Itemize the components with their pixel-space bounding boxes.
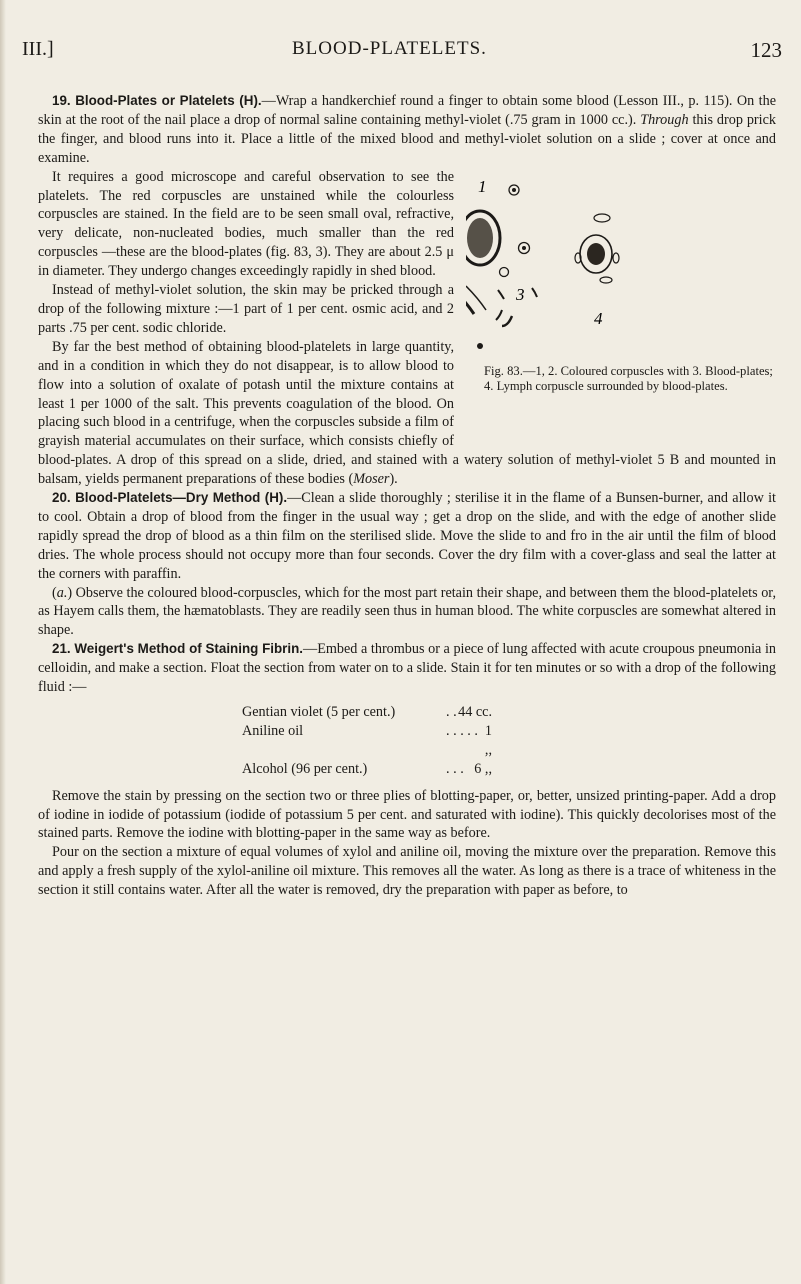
paragraph-21c: Pour on the section a mixture of equal volumes of xylol and aniline oil, moving the mixture over the preparation. Remove this and apply a fresh supply of the xylol-aniline oil mixture. This removes all the water. As long as there is a trace of whiteness in the section it still contains water. After all the water is removed, dry the preparation with paper as before, to [38, 844, 776, 899]
section-heading-21: 21. Weigert's Method of Staining Fibrin. [52, 641, 304, 657]
page-number: 123 [750, 38, 782, 62]
running-header [22, 38, 782, 68]
formula-row: Alcohol (96 per cent.) . . . 6 ,, [242, 760, 492, 777]
figure-number: Fig. 83. [484, 363, 523, 378]
paragraph-20: 20. Blood-Platelets—Dry Method (H).—Clean a slide thoroughly ; sterilise it in the flame of a Bunsen-burner, and allow it to cool. Obtain a drop of blood from the finger in the usual way ; get a drop on the slide, and with the edge of another slide rapidly spread the drop of blood as a thin film on the sterilised slide. Move the slide to and fro in the air until the film of blood dries. The whole process should not occupy more than four seconds. Cover the dry film with a cover-glass and seal the latter at the corners with paraffin. [38, 490, 776, 582]
figure-83-illustration [466, 172, 776, 364]
figure-83 [466, 172, 776, 434]
figure-label-4: 4 [594, 308, 603, 328]
blood-plate [613, 253, 619, 263]
blood-plate [594, 214, 610, 222]
blood-plate [600, 277, 612, 283]
figure-caption [484, 364, 776, 394]
running-title: BLOOD-PLATELETS. [292, 38, 487, 59]
paragraph-19d: By far the best method of obtaining blood-platelets in large quantity, and in a condition in which they do not disappear, is to allow blood to flow into a solution of oxalate of potash until the mixture contains at least 1 per 1000 of the salt. This prevents coagulation of the blood. On placing such blood in a centrifuge, when the corpuscles subside a film of grayish material accumulates on their surface, which consists chiefly of blood-plates. A drop of this spread on a slide, dried, and stained with a watery solution of methyl-violet 5 B and mounted in balsam, yields permanent preparations of these bodies (Moser). [38, 338, 776, 488]
blood-plate [500, 267, 509, 276]
paragraph-19b: It requires a good microscope and careful observation to see the platelets. The red corpuscles are unstained while the colourless corpuscles are stained. In the field are to be seen small oval, refractive, very delicate, non-nucleated bodies, much smaller than the red corpuscles —these are the blood-plates (fig. 83, 3). They are about 2.5 μ in diameter. They undergo changes exceedingly rapidly in shed blood. [38, 168, 454, 280]
stain-formula [242, 703, 532, 779]
paragraph-19c: Instead of methyl-violet solution, the skin may be pricked through a drop of the following mixture :—1 part of 1 per cent. osmic acid, and 2 parts .75 per cent. sodic chloride. [38, 282, 454, 336]
lymph-corpuscle-nucleus [587, 243, 605, 265]
paragraph-20a: (a.) Observe the coloured blood-corpuscles, which for the most part retain their shape, and between them the blood-platelets or, as Hayem calls them, the hæmatoblasts. They are readily seen thus in human blood. The white corpuscles are somewhat altered in shape. [38, 584, 776, 639]
figure-label-1: 1 [478, 176, 487, 196]
blood-plate [496, 310, 502, 320]
blood-plate-core [512, 188, 516, 192]
formula-row: Aniline oil . . . . . 1 ,, [242, 722, 492, 758]
blood-plate [477, 343, 483, 349]
section-heading-19: 19. Blood-Plates or Platelets (H). [52, 93, 262, 108]
section-heading-20: 20. Blood-Platelets—Dry Method (H). [52, 490, 288, 506]
blood-plate [498, 290, 504, 299]
formula-row: Gentian violet (5 per cent.) . . 44 cc. [242, 704, 492, 720]
figure-label-3: 3 [516, 284, 525, 304]
blood-plate [502, 316, 512, 326]
page-spine-shadow [0, 0, 6, 1284]
paragraph-21b: Remove the stain by pressing on the section two or three plies of blotting-paper, or, better, unsized printing-paper. Add a drop of iodine in iodide of potassium (iodide of potassium 5 per cent. and saturated with iodine). This quickly decolorises most of the stained parts. Remove the iodine with blotting-paper in the same way as before. [38, 787, 776, 842]
figure-caption-text: —1, 2. Coloured corpuscles with 3. Blood-plates; 4. Lymph corpuscle surrounded by blood-plates. [484, 363, 773, 393]
paragraph-21: 21. Weigert's Method of Staining Fibrin.—Embed a thrombus or a piece of lung affected with acute croupous pneumonia in celloidin, and make a section. Float the section from water on to a slide. Stain it for ten minutes or so with a drop of the following fluid :— [38, 641, 776, 696]
red-corpuscle-center [467, 218, 493, 258]
chapter-marker: III.] [22, 38, 54, 60]
page-body [38, 92, 776, 900]
blood-plate [532, 288, 537, 297]
paragraph-19: 19. Blood-Plates or Platelets (H).—Wrap a handkerchief round a finger to obtain some blood (Lesson III., p. 115). On the skin at the root of the nail place a drop of normal saline containing methyl-violet (.75 gram in 1000 cc.). Through this drop prick the finger, and blood runs into it. Place a little of the mixed blood and methyl-violet solution on a slide ; cover at once and examine. [38, 93, 776, 166]
blood-plate-core [522, 246, 526, 250]
